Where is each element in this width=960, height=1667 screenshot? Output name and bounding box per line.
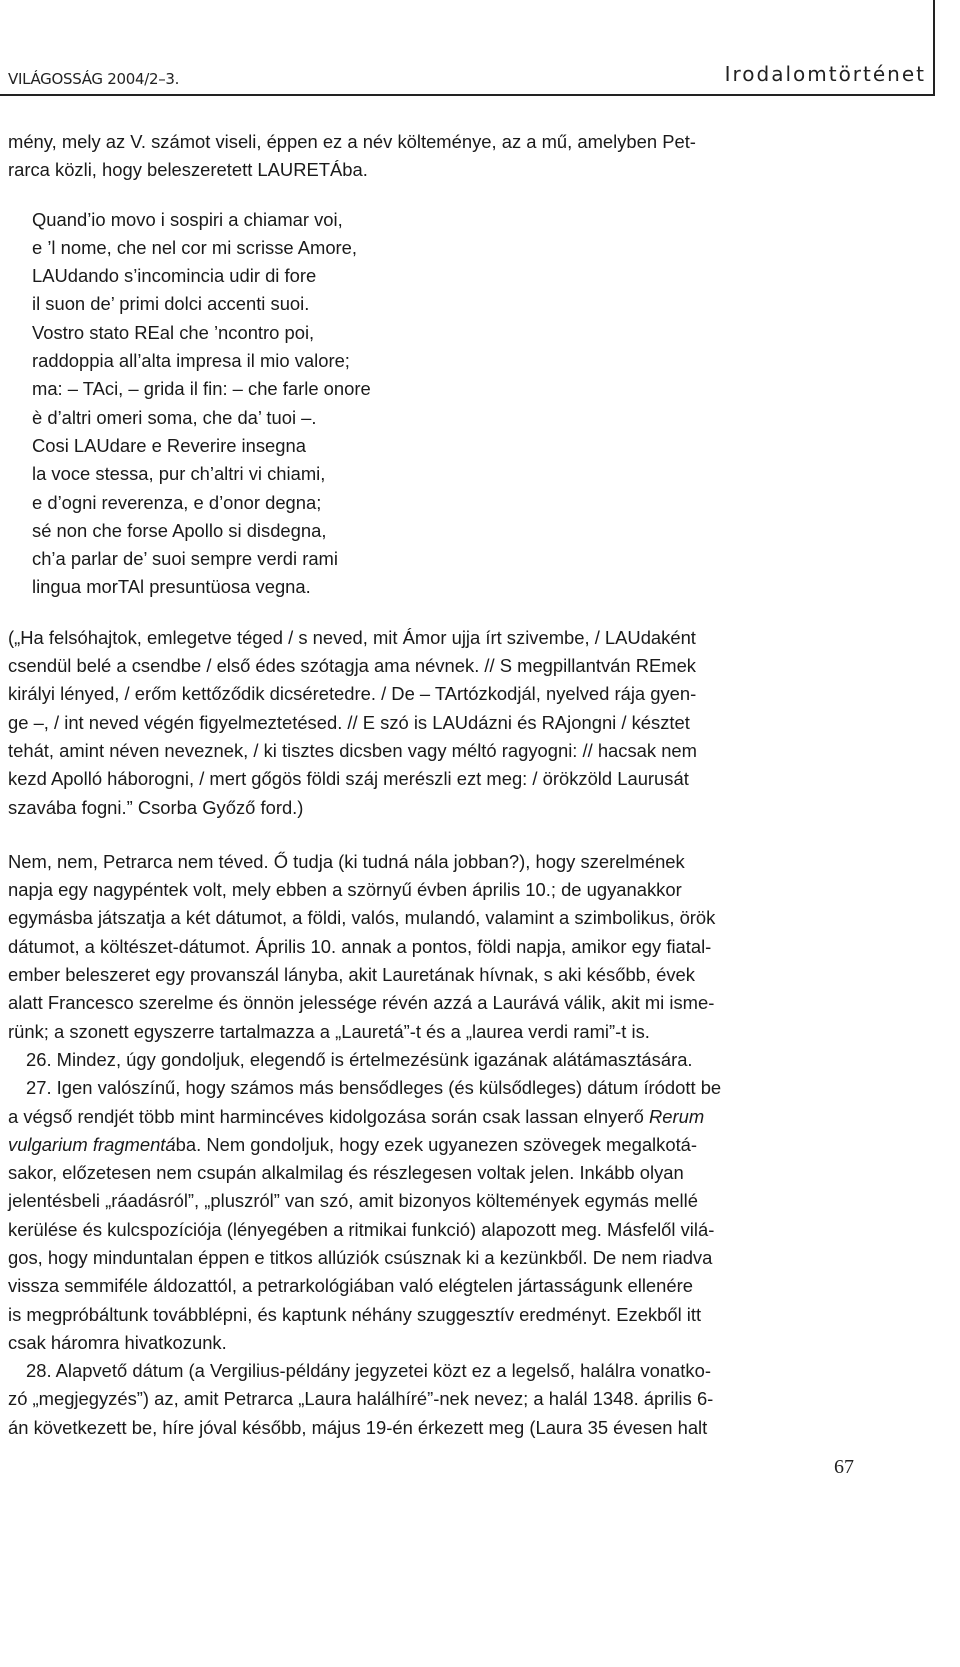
- poem-line: lingua morTAl presuntüosa vegna.: [32, 576, 311, 598]
- text-line: rarca közli, hogy beleszeretett LAURETÁba.: [8, 159, 368, 181]
- poem-line: ma: – TAci, – grida il fin: – che farle onore: [32, 378, 371, 400]
- text-line: án következett be, híre jóval később, május 19-én érkezett meg (Laura 35 évesen halt: [8, 1416, 708, 1438]
- text-line: alatt Francesco szerelme és önnön jelessége révén azzá a Laurává válik, akit mi isme-: [8, 992, 715, 1014]
- text-line: („Ha felsóhajtok, emlegetve téged / s neved, mit Ámor ujja írt szivembe, / LAUdaként: [8, 626, 696, 648]
- text-line: egymásba játszatja a két dátumot, a földi, valós, mulandó, valamint a szimbolikus, örök: [8, 907, 716, 929]
- text-line: dátumot, a költészet-dátumot. Április 10. annak a pontos, földi napja, amikor egy fiatal-: [8, 935, 712, 957]
- poem-line: la voce stessa, pur ch’altri vi chiami,: [32, 463, 326, 485]
- text-line: Nem, nem, Petrarca nem téved. Ő tudja (ki tudná nála jobban?), hogy szerelmének: [8, 850, 685, 872]
- text-line: ember beleszeret egy provanszál lányba, akit Lauretának hívnak, s aki később, évek: [8, 964, 695, 986]
- text-line: kezd Apolló háborogni, / mert gőgös földi száj merészli ezt meg: / örökzöld Laurusát: [8, 768, 689, 790]
- journal-title: VILÁGOSSÁG 2004/2–3.: [8, 70, 180, 88]
- poem-line: Quand’io movo i sospiri a chiamar voi,: [32, 208, 343, 230]
- poem-line: e ’l nome, che nel cor mi scrisse Amore,: [32, 236, 358, 258]
- article-body: [8, 128, 880, 1442]
- header-horizontal-rule: [0, 94, 935, 96]
- paragraph-28: [8, 1357, 880, 1442]
- header-vertical-rule: [933, 0, 935, 96]
- poem-line: sé non che forse Apollo si disdegna,: [32, 519, 327, 541]
- text-line: tehát, amint néven neveznek, / ki tisztes dicsben vagy méltó ragyogni: // hacsak nem: [8, 739, 697, 761]
- text-line: rünk; a szonett egyszerre tartalmazza a „Lauretá”-t és a „laurea verdi rami”-t is.: [8, 1020, 650, 1042]
- text-line: is megpróbáltunk továbblépni, és kaptunk néhány szuggesztív eredményt. Ezekből itt: [8, 1303, 702, 1325]
- paragraph-main: [8, 848, 880, 1046]
- poem-line: Cosi LAUdare e Reverire insegna: [32, 434, 306, 456]
- text-line: kerülése és kulcspozíciója (lényegében a ritmikai funkció) alapozott meg. Másfelől vilá-: [8, 1218, 715, 1240]
- paragraph-26: [8, 1046, 880, 1074]
- text-line: mény, mely az V. számot viseli, éppen ez a név költeménye, az a mű, amelyben Pet-: [8, 131, 696, 152]
- title-italic: vulgarium fragmentá: [8, 1133, 176, 1155]
- text-span: a végső rendjét több mint harmincéves kidolgozása során csak lassan elnyerő: [8, 1105, 649, 1127]
- poem-line: è d’altri omeri soma, che da’ tuoi –.: [32, 406, 317, 428]
- section-title: Irodalomtörténet: [724, 62, 926, 86]
- poem-line: raddoppia all’alta impresa il mio valore;: [32, 350, 350, 372]
- text-line: [8, 1103, 880, 1131]
- text-line: csak háromra hivatkozunk.: [8, 1331, 227, 1353]
- text-line: 28. Alapvető dátum (a Vergilius-példány jegyzetei közt ez a legelső, halálra vonatko-: [26, 1360, 711, 1382]
- poem-line: ch’a parlar de’ suoi sempre verdi rami: [32, 548, 338, 570]
- text-line: ge –, / int neved végén figyelmeztetésed. // E szó is LAUdázni és RAjongni / késztet: [8, 711, 690, 733]
- poem-line: Vostro stato REal che ’ncontro poi,: [32, 321, 315, 343]
- text-line: napja egy nagypéntek volt, mely ebben a szörnyű évben április 10.; de ugyanakkor: [8, 879, 682, 901]
- poem-line: il suon de’ primi dolci accenti suoi.: [32, 293, 310, 315]
- text-line: sakor, előzetesen nem csupán alkalmilag és részlegesen voltak jelen. Inkább olyan: [8, 1162, 684, 1184]
- text-line: [8, 1131, 880, 1159]
- intro-paragraph: [8, 128, 880, 185]
- text-line: 26. Mindez, úgy gondoljuk, elegendő is értelmezésünk igazának alátámasztására.: [26, 1048, 693, 1070]
- title-italic: Rerum: [648, 1105, 705, 1127]
- text-line: 27. Igen valószínű, hogy számos más bensődleges (és külsődleges) dátum íródott be: [26, 1077, 722, 1099]
- poem-line: e d’ogni reverenza, e d’onor degna;: [32, 491, 322, 513]
- text-line: jelentésbeli „ráadásról”, „pluszról” van szó, amit bizonyos költemények egymás mellé: [8, 1190, 698, 1212]
- sonnet-quote: [32, 206, 880, 602]
- text-span: ba. Nem gondoljuk, hogy ezek ugyanezen szövegek megalkotá-: [175, 1133, 698, 1155]
- text-line: királyi lényed, / erőm kettőződik dicséretedre. / De – TArtózkodjál, nyelved rája gyen-: [8, 683, 697, 705]
- text-line: gos, hogy minduntalan éppen e titkos allúziók csúsznak ki a kezünkből. De nem riadva: [8, 1246, 713, 1268]
- poem-line: LAUdando s’incomincia udir di fore: [32, 265, 317, 287]
- text-line: vissza semmiféle áldozattól, a petrarkológiában való elégtelen jártasságunk ellenére: [8, 1275, 693, 1297]
- paragraph-27: [8, 1074, 880, 1357]
- page-number: 67: [834, 1456, 854, 1478]
- translation-paragraph: [8, 624, 880, 822]
- text-line: szavába fogni.” Csorba Győző ford.): [8, 796, 304, 818]
- text-line: csendül belé a csendbe / első édes szótagja ama névnek. // S megpillantván REmek: [8, 655, 697, 677]
- text-line: zó „megjegyzés”) az, amit Petrarca „Laura halálhíré”-nek nevez; a halál 1348. április 6-: [8, 1388, 714, 1410]
